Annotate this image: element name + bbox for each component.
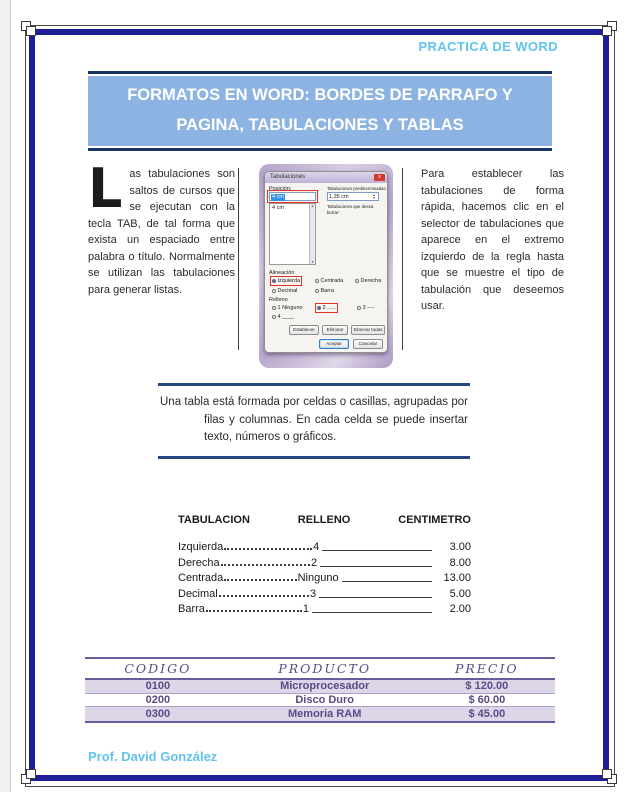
- page-title-line1: FORMATOS EN WORD: BORDES DE PARRAFO Y: [127, 86, 513, 104]
- radio-derecha: [355, 278, 381, 284]
- tab-name: Centrada: [178, 572, 224, 585]
- listbox-item: 4 cm: [272, 205, 284, 211]
- table-row: [178, 569, 471, 584]
- col-header-producto: PRODUCTO: [278, 661, 372, 676]
- eliminar-button: Eliminar: [322, 325, 348, 335]
- drop-cap: L: [88, 157, 123, 220]
- radio-fill-2: [317, 305, 336, 311]
- tabs-dialog-screenshot: [259, 164, 393, 368]
- radio-label: Izquierda: [277, 278, 301, 284]
- tab-name: Decimal: [178, 587, 218, 600]
- tab-relleno: 1: [302, 602, 310, 615]
- author-footer: Prof. David González: [88, 749, 218, 764]
- border-corner-ornament: [26, 26, 36, 36]
- radio-label: Derecha: [360, 278, 382, 284]
- tab-cm: 3.00: [449, 541, 471, 554]
- position-input: [269, 192, 316, 201]
- radio-icon: [315, 279, 319, 283]
- cell-producto: Disco Duro: [295, 693, 355, 706]
- underscore-leader: [319, 597, 432, 598]
- radio-label: 3 ----: [362, 305, 375, 311]
- radio-fill-3: [357, 305, 374, 311]
- right-column-paragraph: [421, 166, 564, 315]
- left-column-paragraph: [88, 157, 235, 298]
- dot-leader: [224, 579, 296, 581]
- underscore-leader: [342, 581, 432, 582]
- tab-name: Derecha: [178, 556, 220, 569]
- cell-producto: Microprocesador: [280, 680, 370, 693]
- table-row: [85, 680, 555, 694]
- title-banner-fill: [88, 76, 552, 146]
- callout-paragraph: Una tabla está formada por celdas o casillas, agrupadas por filas y columnas. En cada celda se puede insertar texto, números o gráficos.: [158, 383, 470, 459]
- page-edge: [0, 0, 11, 792]
- close-icon: x: [374, 174, 385, 181]
- product-table: [85, 657, 555, 723]
- alignment-group-label: Alineación: [269, 270, 295, 276]
- border-corner-ornament: [602, 26, 612, 36]
- radio-label: Centrada: [320, 278, 344, 284]
- cell-precio: $ 60.00: [468, 693, 506, 706]
- radio-label: 4 ____: [277, 314, 295, 320]
- tabulation-table: [178, 514, 471, 615]
- tab-relleno: 2: [311, 556, 318, 569]
- radio-label: Decimal: [277, 288, 298, 294]
- page-title-line2: PAGINA, TABULACIONES Y TABLAS: [176, 116, 464, 134]
- col-header-codigo: CODIGO: [124, 661, 192, 676]
- clear-tabs-label: Tabulaciones que desea borrar:: [327, 204, 374, 215]
- radio-centrada: [315, 278, 343, 284]
- underscore-leader: [312, 612, 432, 613]
- default-tabs-value: 1,25 cm: [329, 194, 349, 200]
- radio-icon: [357, 306, 361, 310]
- table-row: [85, 694, 555, 708]
- position-value: 4 cm: [272, 194, 284, 200]
- radio-icon: [272, 315, 276, 319]
- tab-cm: 8.00: [449, 556, 471, 569]
- dot-leader: [221, 564, 310, 566]
- border-corner-ornament: [26, 769, 36, 779]
- tab-name: Izquierda: [178, 541, 224, 554]
- dot-leader: [224, 548, 312, 550]
- underscore-leader: [320, 566, 432, 567]
- dot-leader: [206, 610, 302, 612]
- tab-cm: 5.00: [449, 587, 471, 600]
- tab-cm: 2.00: [449, 602, 471, 615]
- cell-codigo: 0100: [145, 680, 171, 693]
- tab-relleno: Ninguno: [297, 572, 339, 585]
- radio-icon: [272, 306, 276, 310]
- radio-selected-icon: [317, 306, 321, 310]
- default-tabs-label: Tabulaciones predeterminadas:: [327, 186, 387, 191]
- radio-icon: [315, 289, 319, 293]
- eliminar-todas-button: Eliminar todas: [351, 325, 385, 335]
- table-row: [178, 584, 471, 599]
- cell-codigo: 0200: [145, 693, 171, 706]
- cell-precio: $ 45.00: [468, 707, 506, 720]
- running-head: PRACTICA DE WORD: [418, 39, 558, 54]
- table-row: [178, 553, 471, 568]
- tabs-dialog: [264, 171, 388, 353]
- underscore-leader: [322, 550, 432, 551]
- cancelar-button: Cancelar: [353, 339, 383, 349]
- col-header-tabulacion: TABULACION: [178, 514, 250, 526]
- radio-selected-icon: [272, 279, 276, 283]
- product-table-header: [85, 659, 555, 680]
- tabulation-table-header: [178, 514, 471, 526]
- tab-name: Barra: [178, 602, 205, 615]
- default-tabs-spinner: [327, 192, 379, 201]
- scroll-down-icon: ▼: [310, 260, 315, 264]
- col-header-centimetro: CENTIMETRO: [398, 514, 471, 526]
- right-column-text: Para establecer las tabulaciones de forma rápida, hacemos clic en el selector de tabulaciones que aparece en el extremo izquierdo de la regla hasta que se muestre el tipo de tabulación que deseemos usar.: [421, 168, 564, 312]
- radio-decimal: [272, 288, 297, 294]
- establecer-button: Establecer: [289, 325, 319, 335]
- tab-positions-listbox: [269, 203, 316, 265]
- dot-leader: [219, 595, 309, 597]
- tab-relleno: 3: [310, 587, 317, 600]
- scroll-up-icon: ▲: [310, 204, 315, 208]
- cell-codigo: 0300: [145, 707, 171, 720]
- radio-fill-4: [272, 314, 294, 320]
- radio-icon: [355, 279, 359, 283]
- table-row: [178, 538, 471, 553]
- dialog-title: Tabulaciones: [270, 174, 306, 180]
- title-banner: [88, 71, 552, 151]
- column-divider: [402, 168, 403, 350]
- radio-label: Barra: [320, 288, 334, 294]
- border-corner-ornament: [602, 769, 612, 779]
- table-row: [85, 707, 555, 721]
- column-divider: [238, 168, 239, 350]
- fill-group-label: Relleno: [269, 297, 288, 303]
- position-label: Posición:: [269, 186, 292, 192]
- radio-izquierda: [272, 278, 300, 284]
- col-header-precio: PRECIO: [454, 661, 519, 676]
- radio-barra: [315, 288, 334, 294]
- col-header-relleno: RELLENO: [297, 514, 351, 526]
- listbox-scrollbar: [309, 204, 315, 264]
- radio-label: 1 Ninguno: [277, 305, 303, 311]
- radio-fill-1: [272, 305, 303, 311]
- tab-cm: 13.00: [443, 572, 471, 585]
- tab-relleno: 4: [313, 541, 320, 554]
- radio-label: 2 ......: [322, 305, 337, 311]
- left-column-text: as tabulaciones son saltos de cursos que se ejecutan con la tecla TAB, de tal forma que exista un espaciado entre palabra o título. Normalmente se utilizan las tabulaciones para generar listas.: [88, 168, 235, 296]
- cell-precio: $ 120.00: [465, 680, 509, 693]
- cell-producto: Memoria RAM: [288, 707, 362, 720]
- aceptar-button: Aceptar: [319, 339, 349, 349]
- table-row: [178, 600, 471, 615]
- spinner-arrows-icon: ▲ ▼: [372, 193, 376, 200]
- radio-icon: [272, 289, 276, 293]
- dialog-titlebar: [265, 172, 387, 183]
